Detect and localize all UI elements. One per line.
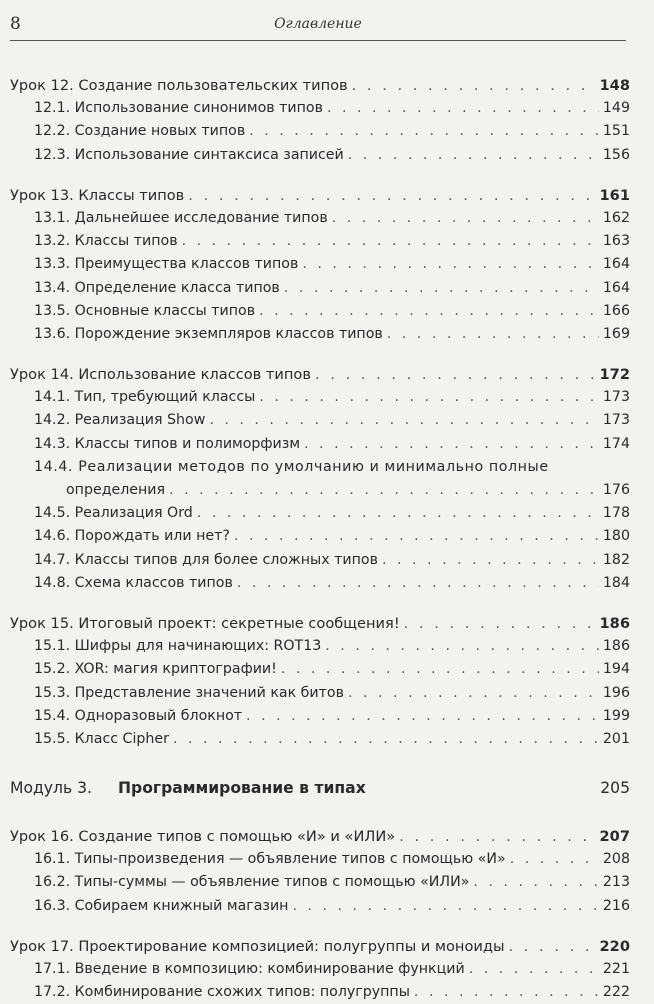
toc-entry-page: 169 (602, 325, 630, 342)
leader-dots (259, 300, 599, 323)
toc-entry-label: 13.5. Основные классы типов (34, 302, 256, 319)
toc-entry-subsection (10, 871, 630, 894)
toc-entry-label: 15.4. Одноразовый блокнот (34, 707, 243, 724)
toc-entry-subsection (10, 409, 630, 432)
leader-dots (259, 386, 599, 409)
toc-entry-page: 221 (602, 961, 630, 977)
leader-dots (188, 184, 595, 207)
leader-dots (315, 363, 596, 386)
toc-entry-subsection (10, 433, 630, 456)
toc-entry-label: Урок 17. Проектирование композицией: полугруппы и моноиды (10, 937, 505, 955)
toc-entry-label: 13.3. Преимущества классов типов (34, 256, 299, 273)
toc-entry-label: 14.1. Тип, требующий классы (34, 389, 256, 406)
toc-entry-subsection (10, 120, 630, 143)
leader-dots (387, 323, 599, 346)
toc-entry-subsection (10, 895, 630, 918)
toc-entry-page: 161 (599, 186, 630, 204)
toc-entry-subsection (10, 456, 630, 502)
toc-entry-subsection (10, 572, 630, 595)
toc-entry-page: 180 (602, 528, 630, 545)
toc-entry-subsection (10, 848, 630, 871)
toc-entry-page: 216 (602, 897, 630, 914)
leader-dots (327, 97, 599, 120)
toc-entry-label: 13.4. Определение класса типов (34, 279, 280, 296)
toc-entry-page: 164 (602, 279, 630, 296)
toc-entry-label: 14.3. Классы типов и полиморфизм (34, 435, 301, 452)
toc-entry-page: 208 (602, 851, 630, 868)
section-gap (10, 918, 630, 935)
section-gap (10, 167, 630, 184)
toc-entry-page: 173 (602, 389, 630, 406)
toc-entry-subsection (10, 323, 630, 346)
toc-entry-page: 220 (599, 937, 630, 955)
leader-dots (352, 74, 596, 97)
toc-entry-page: 174 (602, 435, 630, 452)
toc-entry-page: 172 (599, 366, 630, 384)
toc-entry-lesson (10, 363, 630, 386)
toc-entry-subsection (10, 300, 630, 323)
leader-dots (292, 895, 598, 918)
leader-dots (404, 612, 596, 635)
section-gap (10, 801, 630, 825)
leader-dots (302, 253, 599, 276)
leader-dots (399, 825, 595, 848)
leader-dots (182, 230, 599, 253)
toc-entry-label: Урок 15. Итоговый проект: секретные сообщения! (10, 614, 400, 632)
leader-dots (473, 871, 599, 894)
toc-entry-label: 17.1. Введение в композицию: комбинирование функций (34, 961, 465, 977)
toc-entry-label: Урок 12. Создание пользовательских типов (10, 77, 348, 94)
toc-entry-page: 201 (602, 730, 630, 747)
toc-entry-subsection (10, 958, 630, 981)
toc-entry-subsection (10, 728, 630, 751)
toc-entry-page: 182 (602, 551, 630, 568)
section-gap (10, 346, 630, 363)
toc-entry-label: 12.1. Использование синонимов типов (34, 100, 323, 117)
toc-entry-label: Урок 13. Классы типов (10, 186, 185, 204)
leader-dots (325, 635, 599, 658)
toc-entry-page: 186 (599, 614, 630, 632)
section-gap (10, 751, 630, 775)
leader-dots (281, 658, 599, 681)
toc-entry-page: 173 (602, 412, 630, 429)
toc-entry-label: 13.6. Порождение экземпляров классов типов (34, 325, 383, 342)
toc-entry-label: 16.3. Собираем книжный магазин (34, 897, 289, 914)
toc-entry-subsection (10, 658, 630, 681)
toc-entry-subsection (10, 705, 630, 728)
toc-entry-page: 205 (600, 779, 630, 798)
leader-dots (509, 935, 596, 958)
toc-entry-page: 196 (602, 684, 630, 701)
toc-entry-page: 164 (602, 256, 630, 273)
toc-entry-subsection (10, 981, 630, 1004)
toc-entry-subsection (10, 253, 630, 276)
leader-dots (469, 958, 599, 981)
toc-entry-page: 184 (602, 574, 630, 591)
toc-entry-subsection (10, 502, 630, 525)
toc-entry-label: 17.2. Комбинирование схожих типов: полугруппы (34, 984, 410, 1001)
leader-dots (173, 728, 599, 751)
toc-entry-label: 16.2. Типы-суммы — объявление типов с помощью «ИЛИ» (34, 874, 470, 891)
toc-entry-label: 14.6. Порождать или нет? (34, 528, 230, 545)
toc-entry-subsection (10, 386, 630, 409)
toc-entry-label: 15.5. Класс Cipher (34, 730, 169, 747)
toc-entry-label: 13.1. Дальнейшее исследование типов (34, 209, 328, 226)
running-title: Оглавление (274, 16, 362, 32)
toc-entry-page: 149 (602, 100, 630, 117)
leader-dots (414, 981, 599, 1004)
leader-dots (284, 277, 599, 300)
toc-entry-page: 166 (602, 302, 630, 319)
toc-entry-subsection (10, 97, 630, 120)
toc-entry-lesson (10, 935, 630, 958)
toc-entry-page: 207 (599, 828, 630, 846)
toc-entry-subsection (10, 230, 630, 253)
page-number: 8 (10, 14, 21, 34)
toc-entry-lesson (10, 74, 630, 97)
toc-entry-page: 162 (602, 209, 630, 226)
toc-entry-label: Программирование в типах (118, 779, 366, 798)
leader-dots (348, 144, 599, 167)
toc-entry-label-continued: определения (66, 482, 166, 498)
toc-entry-subsection (10, 144, 630, 167)
toc-entry-module (10, 775, 630, 801)
leader-dots (382, 549, 599, 572)
toc-entry-page: 156 (602, 146, 630, 163)
page-header (10, 14, 626, 41)
toc-entry-label: Урок 14. Использование классов типов (10, 366, 311, 384)
leader-dots (348, 682, 599, 705)
toc-entry-subsection (10, 635, 630, 658)
toc-entry-page: 199 (602, 707, 630, 724)
toc-entry-label: 14.4. Реализации методов по умолчанию и минимально полные (34, 458, 549, 475)
toc-entry-subsection (10, 682, 630, 705)
module-prefix: Модуль 3. (10, 779, 92, 798)
table-of-contents (10, 74, 630, 1004)
leader-dots (169, 479, 599, 502)
toc-entry-page: 213 (602, 874, 630, 891)
toc-entry-label: 14.7. Классы типов для более сложных типов (34, 551, 378, 568)
leader-dots (332, 207, 599, 230)
toc-entry-label: 14.5. Реализация Ord (34, 505, 193, 522)
leader-dots (510, 848, 599, 871)
toc-entry-page: 176 (602, 482, 630, 498)
toc-entry-page: 178 (602, 505, 630, 522)
toc-entry-label: 15.1. Шифры для начинающих: ROT13 (34, 638, 322, 655)
leader-dots (234, 525, 599, 548)
toc-entry-label: 13.2. Классы типов (34, 233, 178, 250)
leader-dots (246, 705, 599, 728)
leader-dots (209, 409, 599, 432)
toc-entry-page: 194 (602, 661, 630, 678)
toc-entry-subsection (10, 549, 630, 572)
toc-entry-lesson (10, 825, 630, 848)
leader-dots (304, 433, 599, 456)
toc-entry-subsection (10, 525, 630, 548)
toc-entry-subsection (10, 277, 630, 300)
toc-entry-label: 14.2. Реализация Show (34, 412, 206, 429)
leader-dots (197, 502, 599, 525)
toc-entry-label: 12.3. Использование синтаксиса записей (34, 146, 344, 163)
toc-entry-page: 222 (602, 984, 630, 1001)
toc-entry-lesson (10, 184, 630, 207)
toc-entry-label: 15.2. XOR: магия криптографии! (34, 661, 277, 678)
toc-entry-label: 14.8. Схема классов типов (34, 574, 233, 591)
section-gap (10, 595, 630, 612)
toc-entry-continuation (34, 479, 630, 502)
toc-entry-page: 148 (599, 77, 630, 94)
toc-entry-page: 163 (602, 233, 630, 250)
toc-entry-subsection (10, 207, 630, 230)
leader-dots (249, 120, 599, 143)
toc-entry-page: 151 (602, 123, 630, 140)
toc-entry-label: 16.1. Типы-произведения — объявление типов с помощью «И» (34, 851, 506, 868)
toc-entry-label: Урок 16. Создание типов с помощью «И» и «ИЛИ» (10, 828, 396, 846)
leader-dots (237, 572, 599, 595)
toc-entry-page: 186 (602, 638, 630, 655)
toc-entry-label: 12.2. Создание новых типов (34, 123, 246, 140)
toc-entry-label: 15.3. Представление значений как битов (34, 684, 344, 701)
toc-entry-lesson (10, 612, 630, 635)
